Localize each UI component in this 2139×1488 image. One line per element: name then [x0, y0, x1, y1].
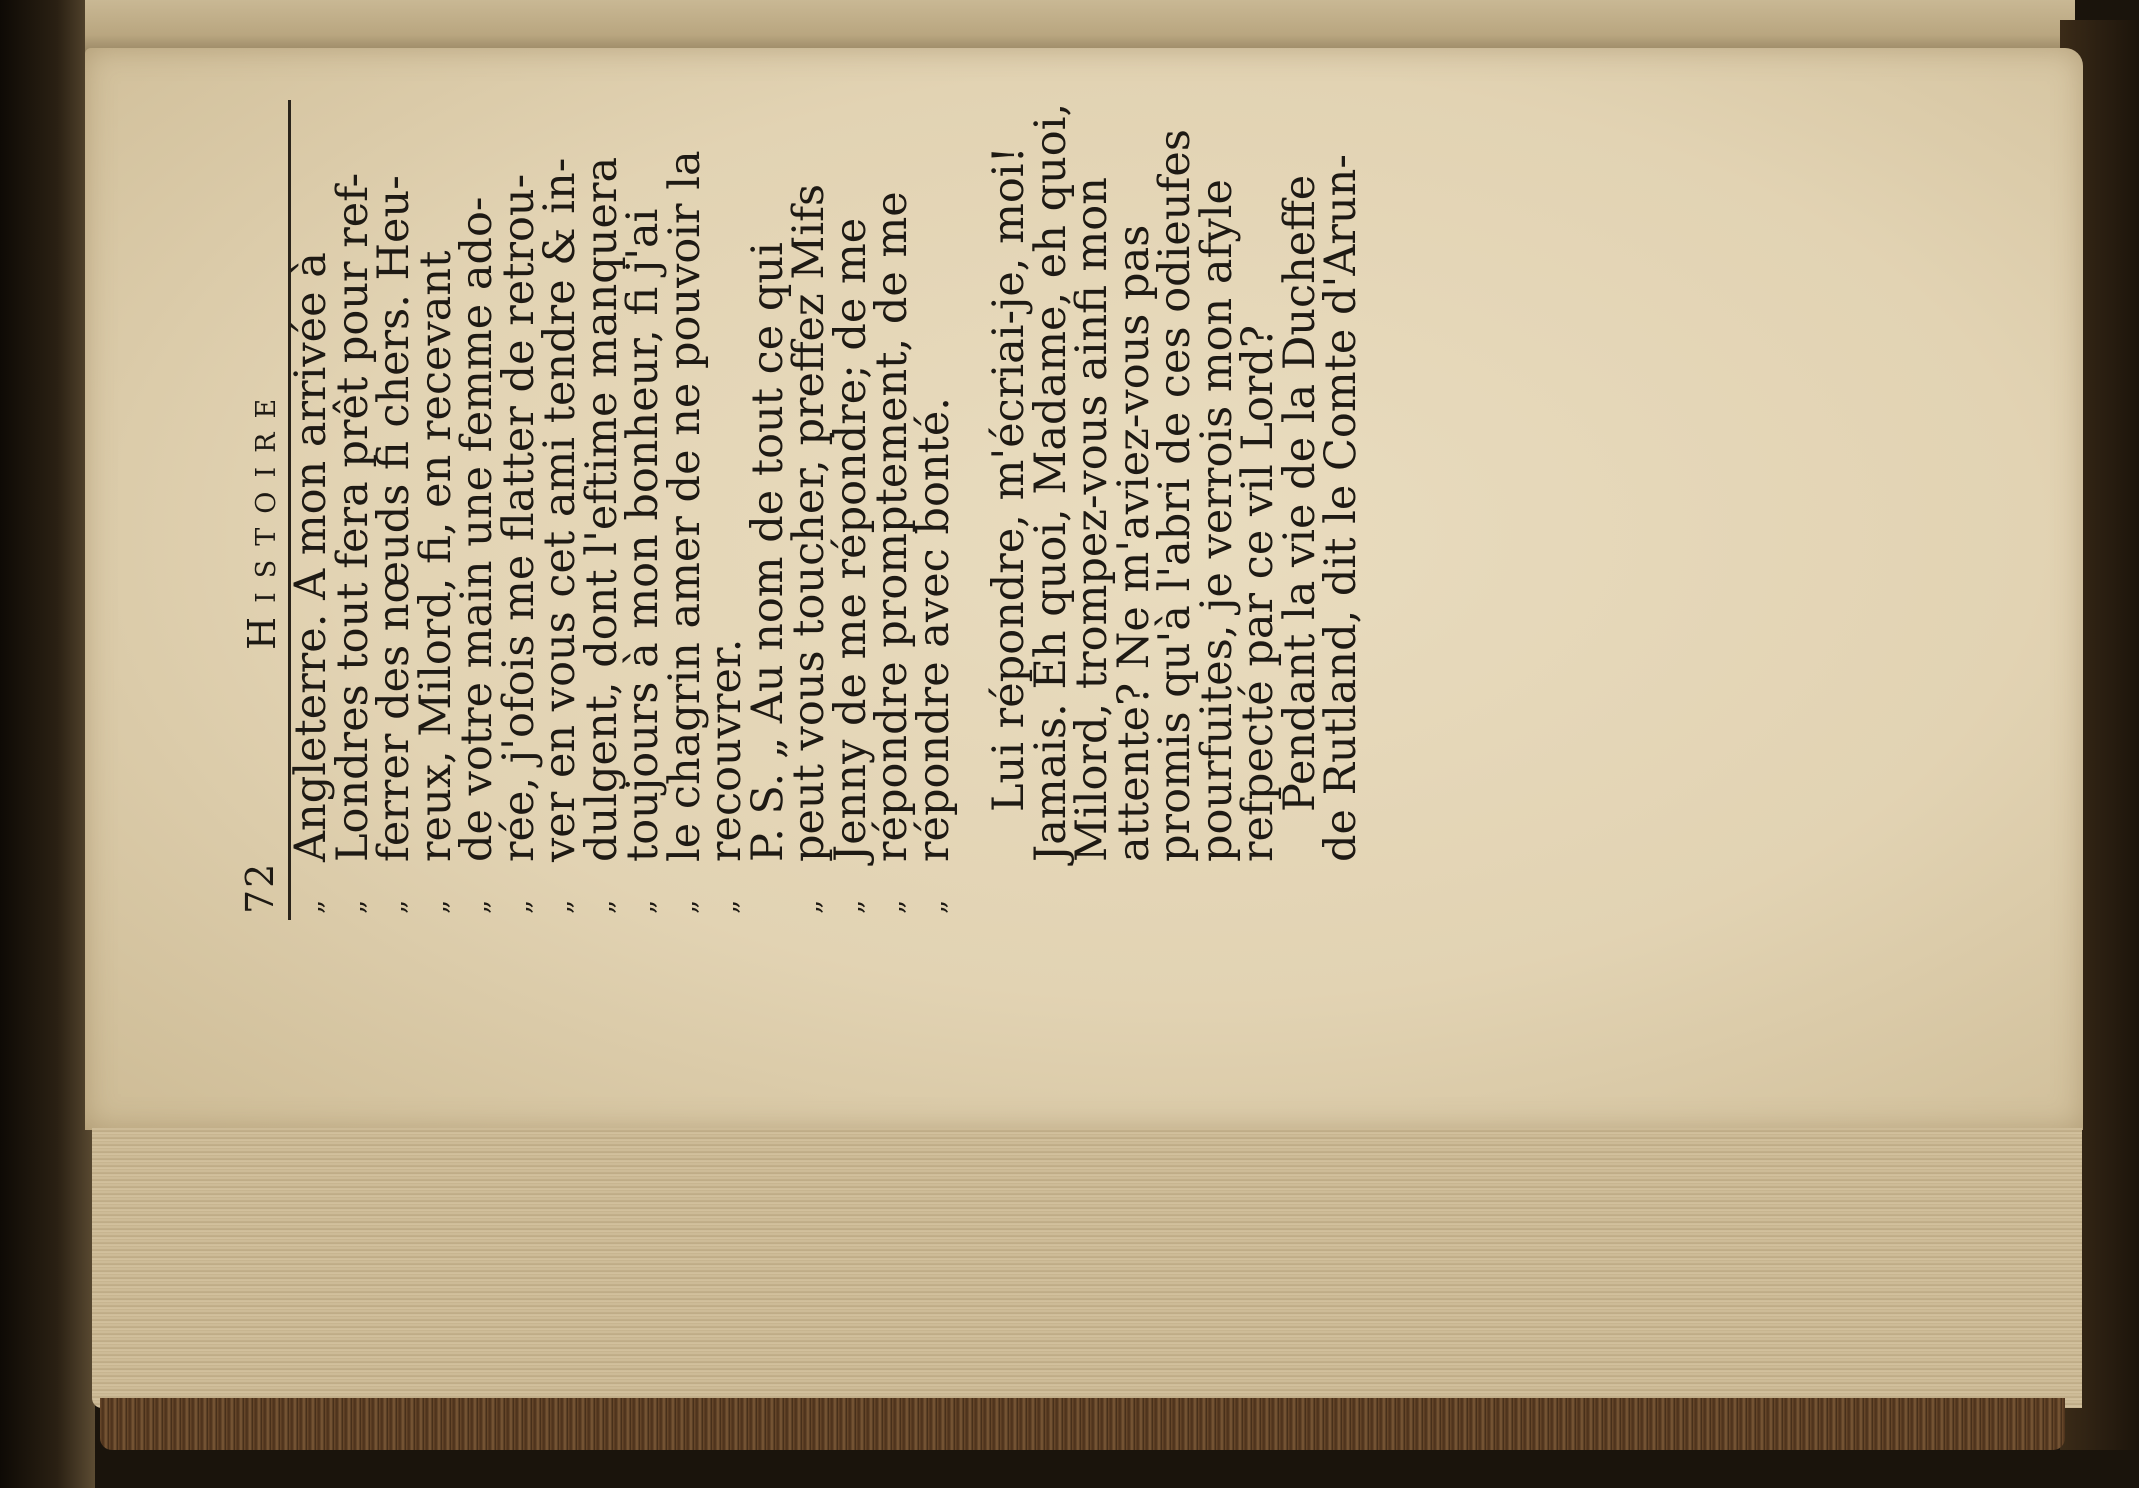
line-text: peut vous toucher, preffez Mifs — [784, 183, 834, 862]
page-text-block — [230, 100, 1730, 920]
line-text: de votre main une femme ado- — [452, 196, 502, 862]
line-text: Angleterre. A mon arrivée à — [286, 252, 336, 862]
running-head: Histoire — [240, 384, 284, 650]
line-text: répondre promptement, de me — [867, 191, 917, 862]
page-block-edges — [92, 1128, 2082, 1408]
line-text: P. S. „ Au nom de tout ce qui — [742, 242, 793, 862]
line-text: rée, j'ofois me flatter de retrou- — [493, 173, 544, 862]
quote-mark: „ — [502, 899, 536, 914]
page-gutter-shadow — [0, 0, 95, 1488]
quote-mark: „ — [544, 899, 577, 914]
quote-mark: „ — [710, 899, 743, 914]
text-line — [327, 100, 378, 920]
narrative-paragraph — [984, 100, 1283, 920]
page-header — [230, 100, 291, 920]
text-line: Milord, trompez-vous ainfi mon — [1067, 177, 1117, 862]
quote-mark: „ — [834, 899, 868, 914]
text-line — [286, 100, 336, 920]
text-line: de Rutland, dit le Comte d'Arun- — [1316, 154, 1366, 862]
text-line: Jamais. Eh quoi, Madame, eh quoi, — [1025, 102, 1076, 862]
line-text: ver en vous cet ami tendre & in- — [535, 157, 585, 862]
quote-mark: „ — [461, 899, 494, 914]
text-line — [659, 100, 710, 920]
quote-mark: „ — [793, 899, 826, 914]
quote-mark: „ — [627, 899, 660, 914]
text-line: Lui répondre, m'écriai-je, moi! — [984, 146, 1034, 812]
final-paragraph — [1274, 100, 1366, 920]
quote-mark: „ — [378, 899, 411, 914]
text-line — [742, 100, 793, 920]
text-line: attente? Ne m'aviez-vous pas — [1108, 224, 1159, 862]
text-line: Pendant la vie de la Ducheffe — [1274, 174, 1325, 812]
text-line: pourfuites, je verrois mon afyle — [1191, 179, 1242, 862]
text-line — [493, 100, 544, 920]
text-line — [618, 100, 668, 920]
quote-mark: „ — [917, 899, 951, 914]
quote-mark: „ — [668, 899, 702, 914]
quote-mark: „ — [585, 899, 619, 914]
leather-binding — [100, 1398, 2065, 1450]
line-text: toujours à mon bonheur, fi j'ai — [618, 208, 668, 862]
text-line — [784, 100, 834, 920]
postscript-section — [742, 100, 959, 920]
quote-mark: „ — [876, 899, 909, 914]
quote-mark: „ — [336, 899, 370, 914]
line-text: reux, Milord, fi, en recevant — [410, 250, 461, 862]
text-line — [369, 100, 419, 920]
text-line — [535, 100, 585, 920]
letter-section — [286, 100, 751, 920]
text-line — [410, 100, 461, 920]
text-line: promis qu'à l'abri de ces odieufes — [1150, 129, 1200, 862]
line-text: Jenny de me répondre; de me — [825, 217, 876, 862]
line-text: ferrer des nœuds fi chers. Heu- — [369, 175, 419, 862]
page-number: 72 — [238, 861, 282, 914]
line-text: recouvrer. — [701, 638, 751, 862]
text-line — [701, 100, 751, 920]
text-line — [452, 100, 502, 920]
line-text: répondre avec bonté. — [908, 397, 959, 862]
text-line — [908, 100, 959, 920]
text-line — [576, 100, 627, 920]
line-text: Londres tout fera prêt pour ref- — [327, 172, 378, 862]
text-line: refpecté par ce vil Lord? — [1233, 325, 1283, 862]
line-text: dulgent, dont l'eftime manquera — [576, 156, 627, 862]
line-text: le chagrin amer de ne pouvoir la — [659, 150, 710, 862]
text-line — [825, 100, 876, 920]
text-line — [867, 100, 917, 920]
quote-mark: „ — [295, 899, 328, 914]
quote-mark: „ — [419, 899, 453, 914]
